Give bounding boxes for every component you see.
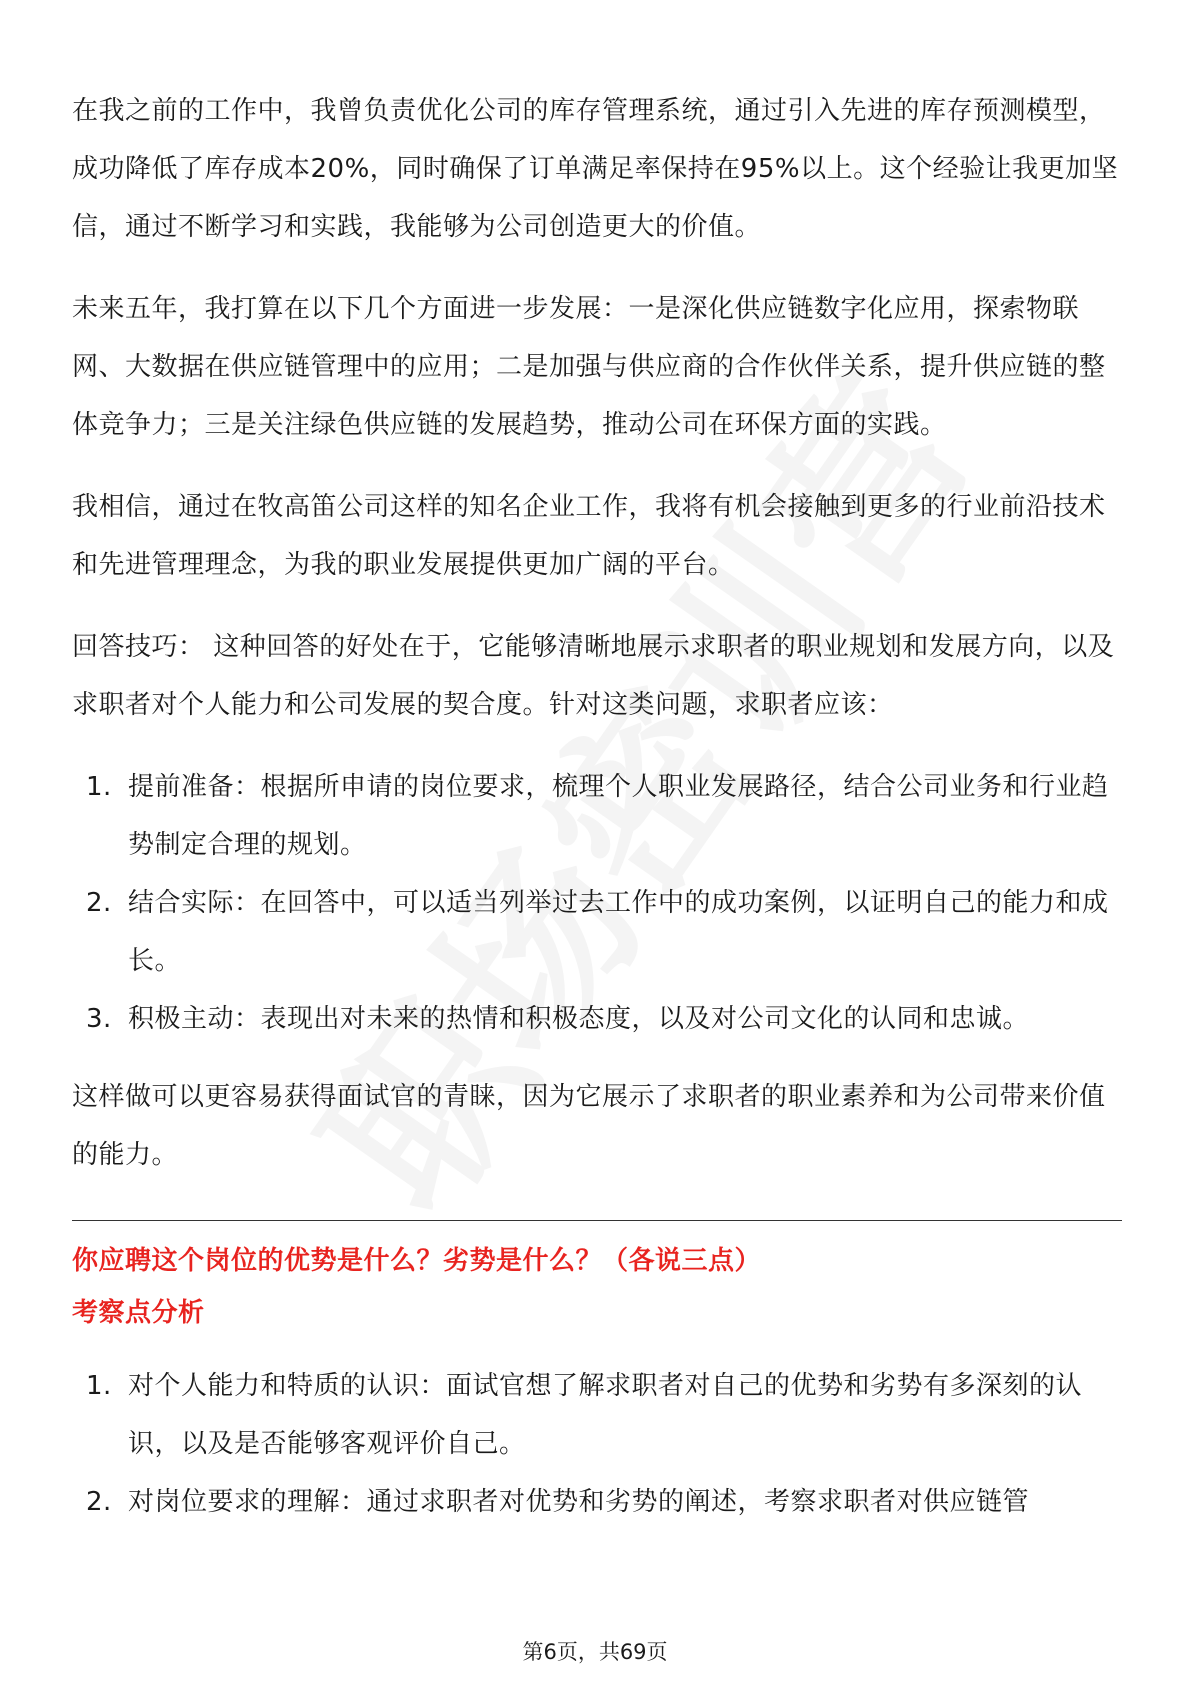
list-text: 对岗位要求的理解：通过求职者对优势和劣势的阐述，考察求职者对供应链管 bbox=[128, 1487, 1030, 1517]
list-number: 2. bbox=[86, 888, 112, 918]
list-item bbox=[72, 1357, 1122, 1473]
list-text: 对个人能力和特质的认识：面试官想了解求职者对自己的优势和劣势有多深刻的认识，以及是否能够客观评价自己。 bbox=[128, 1371, 1083, 1459]
page-footer: 第6页，共69页 bbox=[522, 1640, 668, 1664]
list-item bbox=[72, 1473, 1122, 1531]
analysis-subtitle: 考察点分析 bbox=[72, 1298, 205, 1328]
list-item bbox=[72, 990, 1122, 1048]
paragraph-experience: 在我之前的工作中，我曾负责优化公司的库存管理系统，通过引入先进的库存预测模型，成功降低了库存成本20%，同时确保了订单满足率保持在95%以上。这个经验让我更加坚信，通过不断学习和实践，我能够为公司创造更大的价值。 bbox=[72, 96, 1119, 242]
list-item bbox=[72, 758, 1122, 874]
list-number: 3. bbox=[86, 1004, 112, 1034]
paragraph-five-year-plan: 未来五年，我打算在以下几个方面进一步发展：一是深化供应链数字化应用，探索物联网、大数据在供应链管理中的应用；二是加强与供应商的合作伙伴关系，提升供应链的整体竞争力；三是关注绿色供应链的发展趋势，推动公司在环保方面的实践。 bbox=[72, 294, 1106, 440]
list-number: 1. bbox=[86, 772, 112, 802]
list-text: 结合实际：在回答中，可以适当列举过去工作中的成功案例，以证明自己的能力和成长。 bbox=[128, 888, 1109, 976]
list-text: 积极主动：表现出对未来的热情和积极态度，以及对公司文化的认同和忠诚。 bbox=[128, 1004, 1030, 1034]
paragraph-closing: 这样做可以更容易获得面试官的青睐，因为它展示了求职者的职业素养和为公司带来价值的能力。 bbox=[72, 1082, 1106, 1170]
tips-list bbox=[72, 758, 1122, 1048]
question-title: 你应聘这个岗位的优势是什么？劣势是什么？（各说三点） bbox=[72, 1246, 762, 1276]
list-text: 提前准备：根据所申请的岗位要求，梳理个人职业发展路径，结合公司业务和行业趋势制定合理的规划。 bbox=[128, 772, 1109, 860]
document-page bbox=[72, 82, 1122, 1551]
section-divider bbox=[72, 1220, 1122, 1221]
paragraph-answer-tips: 回答技巧： 这种回答的好处在于，它能够清晰地展示求职者的职业规划和发展方向，以及求职者对个人能力和公司发展的契合度。针对这类问题，求职者应该： bbox=[72, 632, 1115, 720]
list-number: 1. bbox=[86, 1371, 112, 1401]
list-number: 2. bbox=[86, 1487, 112, 1517]
list-item bbox=[72, 874, 1122, 990]
analysis-points-list bbox=[72, 1357, 1122, 1531]
paragraph-belief: 我相信，通过在牧高笛公司这样的知名企业工作，我将有机会接触到更多的行业前沿技术和先进管理理念，为我的职业发展提供更加广阔的平台。 bbox=[72, 492, 1106, 580]
